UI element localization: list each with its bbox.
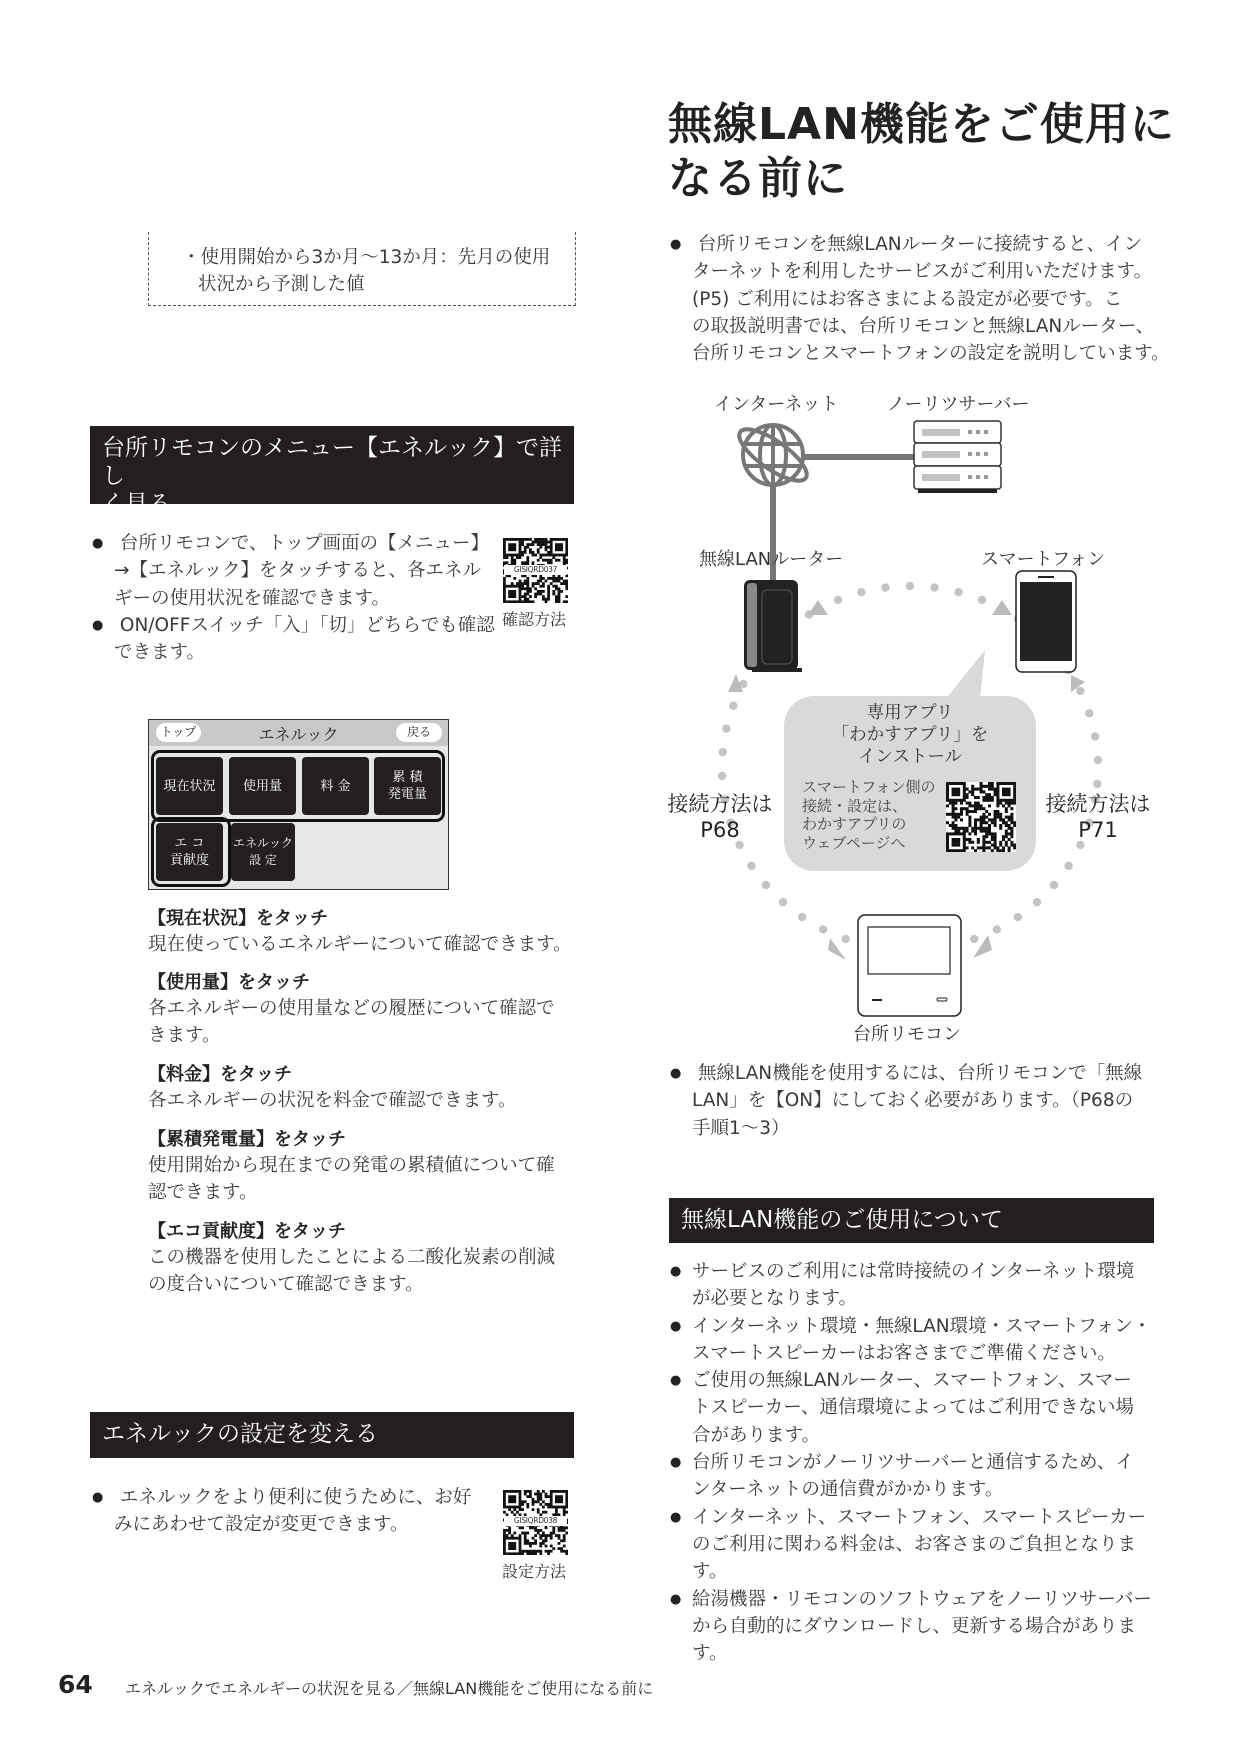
text: ンターネットの通信費がかかります。: [692, 1479, 1004, 1501]
current-status-button[interactable]: 現在状況: [156, 757, 223, 815]
heading-line: 台所リモコンのメニュー【エネルック】で詳し: [102, 435, 562, 489]
top-button[interactable]: トップ: [156, 723, 201, 742]
text: サービスのご利用には常時接続のインターネット環境: [692, 1261, 1135, 1282]
heading-line: く見る: [102, 491, 171, 517]
wireless-note-bullet: [670, 1060, 1192, 1142]
text: が必要となります。: [692, 1288, 858, 1310]
connection-dot: [978, 596, 986, 604]
text: 台所リモコンがノーリツサーバーと通信するため、イ: [692, 1452, 1134, 1474]
text: ギーの使用状況を確認できます。: [114, 587, 391, 609]
text: ON/OFFスイッチ「入」「切」どちらでも確認: [119, 615, 495, 636]
connection-dot: [779, 898, 787, 906]
link-page: P68: [700, 818, 740, 842]
connection-dot: [819, 925, 827, 933]
charges-button[interactable]: 料 金: [302, 757, 369, 815]
connection-dot: [1091, 732, 1099, 740]
page-number: 64: [58, 1670, 93, 1699]
screen-title: エネルック: [258, 725, 339, 744]
arrow-icon: [992, 600, 1012, 615]
internet-label: インターネット: [714, 394, 839, 415]
connection-dot: [719, 748, 727, 756]
router-label: 無線LANルーター: [699, 549, 844, 570]
text: みにあわせて設定が変更できます。: [114, 1514, 409, 1536]
link-line: 接続方法は: [1045, 792, 1151, 816]
text: 台所リモコンとスマートフォンの設定を説明しています。: [692, 343, 1170, 365]
title-line: 無線LAN機能をご使用に: [668, 99, 1175, 150]
text: 無線LAN機能を使用するには、台所リモコンで「無線: [697, 1063, 1143, 1084]
text: 台所リモコンを無線LANルーターに接続すると、イン: [697, 234, 1143, 255]
bullet-item: [670, 1504, 1170, 1586]
connection-dot: [954, 588, 962, 596]
text: の取扱説明書では、台所リモコンと無線LANルーター、: [692, 315, 1154, 337]
text: 接続・設定は、: [802, 796, 908, 815]
text: LAN」を【ON】にしておく必要があります。（P68の: [692, 1090, 1134, 1112]
qr-code-id: GISIQRD038: [504, 1516, 567, 1526]
text: トスピーカー、通信環境によってはご利用できない場: [692, 1397, 1134, 1419]
text: できます。: [114, 642, 206, 664]
item-heading: 【エコ貢献度】をタッチ: [148, 1221, 346, 1242]
item-text: 現在使っているエネルギーについて確認できます。: [148, 934, 572, 955]
server-label: ノーリツサーバー: [887, 394, 1030, 415]
text: インターネット、スマートフォン、スマートスピーカー: [692, 1506, 1147, 1528]
connection-dot: [722, 724, 730, 732]
server-icon: [914, 421, 1001, 493]
bullet-item: [92, 1484, 504, 1539]
smartphone-icon: [1016, 571, 1076, 672]
item-heading: 【料金】をタッチ: [148, 1064, 292, 1085]
text: から自動的にダウンロードし、更新する場合があります。: [692, 1615, 1137, 1665]
connection-dot: [906, 582, 914, 590]
connection-dot: [1014, 913, 1022, 921]
item-text: きます。: [148, 1025, 221, 1046]
connection-dot: [857, 588, 865, 596]
qr-code-check-method[interactable]: [503, 538, 568, 603]
connection-dot: [1093, 780, 1101, 788]
connection-dot: [729, 702, 737, 710]
item-text: 認できます。: [148, 1182, 258, 1203]
text: ウェブページへ: [802, 833, 906, 852]
bullet-item: [92, 612, 504, 667]
qr-code-id: GISIQRD037: [504, 565, 567, 575]
connection-dot: [747, 862, 755, 870]
connection-dot: [798, 913, 806, 921]
connection-dot: [1064, 862, 1072, 870]
text: 合があります。: [692, 1424, 821, 1446]
connection-dot: [1033, 898, 1041, 906]
bullet-item: [670, 1586, 1170, 1668]
qr-code-icon[interactable]: [946, 782, 1016, 852]
connection-dot: [970, 935, 978, 943]
item-text: 各エネルギーの使用量などの履歴について確認で: [148, 998, 555, 1019]
text: スマートフォン側の: [802, 778, 936, 796]
connection-dot: [1076, 687, 1084, 695]
connection-dot: [1050, 881, 1058, 889]
text: ターネットを利用したサービスがご利用いただけます。: [692, 261, 1153, 283]
globe-icon: [732, 421, 814, 490]
text: 給湯機器・リモコンのソフトウェアをノーリツサーバー: [692, 1588, 1152, 1610]
arrow-icon: [808, 600, 828, 615]
connection-dot: [834, 596, 842, 604]
title-line: なる前に: [668, 153, 848, 204]
usage-bullets: [670, 1258, 1170, 1667]
connection-dot: [1094, 756, 1102, 764]
text: インターネット環境・無線LAN環境・スマートフォン・: [692, 1315, 1152, 1337]
connection-dot: [930, 583, 938, 591]
section-heading-wireless-usage: 無線LAN機能のご使用について: [669, 1198, 1154, 1243]
link-line: 接続方法は: [667, 792, 773, 816]
text: 手順1〜3）: [692, 1117, 790, 1139]
connection-dot: [993, 925, 1001, 933]
back-button[interactable]: 戻る: [396, 723, 442, 742]
item-heading: 【使用量】をタッチ: [148, 972, 310, 993]
enelook-settings-button[interactable]: エネルック 設 定: [231, 823, 295, 881]
connection-dot: [881, 583, 889, 591]
note-line: ・使用開始から3か月〜13か月：先月の使用: [182, 247, 551, 268]
page-title: [668, 98, 1175, 206]
item-heading: 【累積発電量】をタッチ: [148, 1129, 346, 1150]
screen-header: [149, 720, 448, 746]
connection-dot: [718, 772, 726, 780]
connection-dot: [762, 881, 770, 889]
item-text: の度合いについて確認できます。: [148, 1274, 424, 1295]
item-text: 使用開始から現在までの発電の累積値について確: [148, 1155, 555, 1176]
text: →【エネルック】をタッチすると、各エネル: [114, 560, 482, 582]
item-heading: 【現在状況】をタッチ: [148, 908, 328, 929]
left-connection-link[interactable]: [664, 791, 776, 843]
bullet-item: [670, 1313, 1170, 1368]
qr-code-setting-method[interactable]: [503, 1490, 568, 1555]
item-text: この機器を使用したことによる二酸化炭素の削減: [148, 1247, 556, 1268]
text: 専用アプリ: [866, 703, 954, 723]
note-line: 状況から予測した値: [198, 274, 365, 295]
link-page: P71: [1078, 818, 1118, 842]
text: ご使用の無線LANルーター、スマートフォン、スマー: [692, 1370, 1132, 1392]
text: エネルックをより便利に使うために、お好: [119, 1487, 472, 1508]
bubble-note: [802, 778, 936, 852]
enelook-screen-illustration: [148, 719, 449, 890]
text: のご利用に関わる料金は、お客さまのご負担となります。: [692, 1533, 1137, 1583]
router-icon: [744, 580, 802, 672]
qr-label: 設定方法: [502, 1562, 567, 1581]
connection-dot: [1085, 709, 1093, 717]
bullet-item: [670, 1449, 1170, 1504]
cumulative-generation-button[interactable]: 累 積 発電量: [374, 757, 441, 815]
bubble-title: [784, 702, 1036, 768]
text: 「わかすアプリ」を: [831, 725, 989, 745]
right-connection-link[interactable]: [1042, 791, 1154, 843]
remote-label: 台所リモコン: [853, 1024, 961, 1045]
text: わかすアプリの: [802, 815, 907, 833]
text: インストール: [857, 747, 963, 767]
text: スマートスピーカーはお客さまでご準備ください。: [692, 1342, 1116, 1364]
footer-text: エネルックでエネルギーの状況を見る／無線LAN機能をご使用になる前に: [125, 1679, 654, 1698]
kitchen-remote-icon: [858, 915, 961, 1016]
smartphone-label: スマートフォン: [981, 549, 1106, 570]
text: (P5) ご利用にはお客さまによる設定が必要です。こ: [692, 288, 1123, 310]
bullet-item: [670, 1258, 1170, 1313]
section-heading-enelook-menu: [90, 426, 574, 517]
bullet-item: [670, 1367, 1170, 1449]
bullet-item: [92, 530, 504, 612]
text: 台所リモコンで、トップ画面の【メニュー】: [119, 533, 489, 554]
qr-label: 確認方法: [502, 610, 567, 629]
eco-contribution-button[interactable]: エ コ 貢献度: [156, 823, 223, 881]
intro-bullet: [670, 231, 1192, 367]
item-text: 各エネルギーの状況を料金で確認できます。: [148, 1090, 517, 1111]
connection-dot: [842, 935, 850, 943]
section-heading-enelook-settings: エネルックの設定を変える: [90, 1412, 574, 1458]
usage-button[interactable]: 使用量: [229, 757, 296, 815]
